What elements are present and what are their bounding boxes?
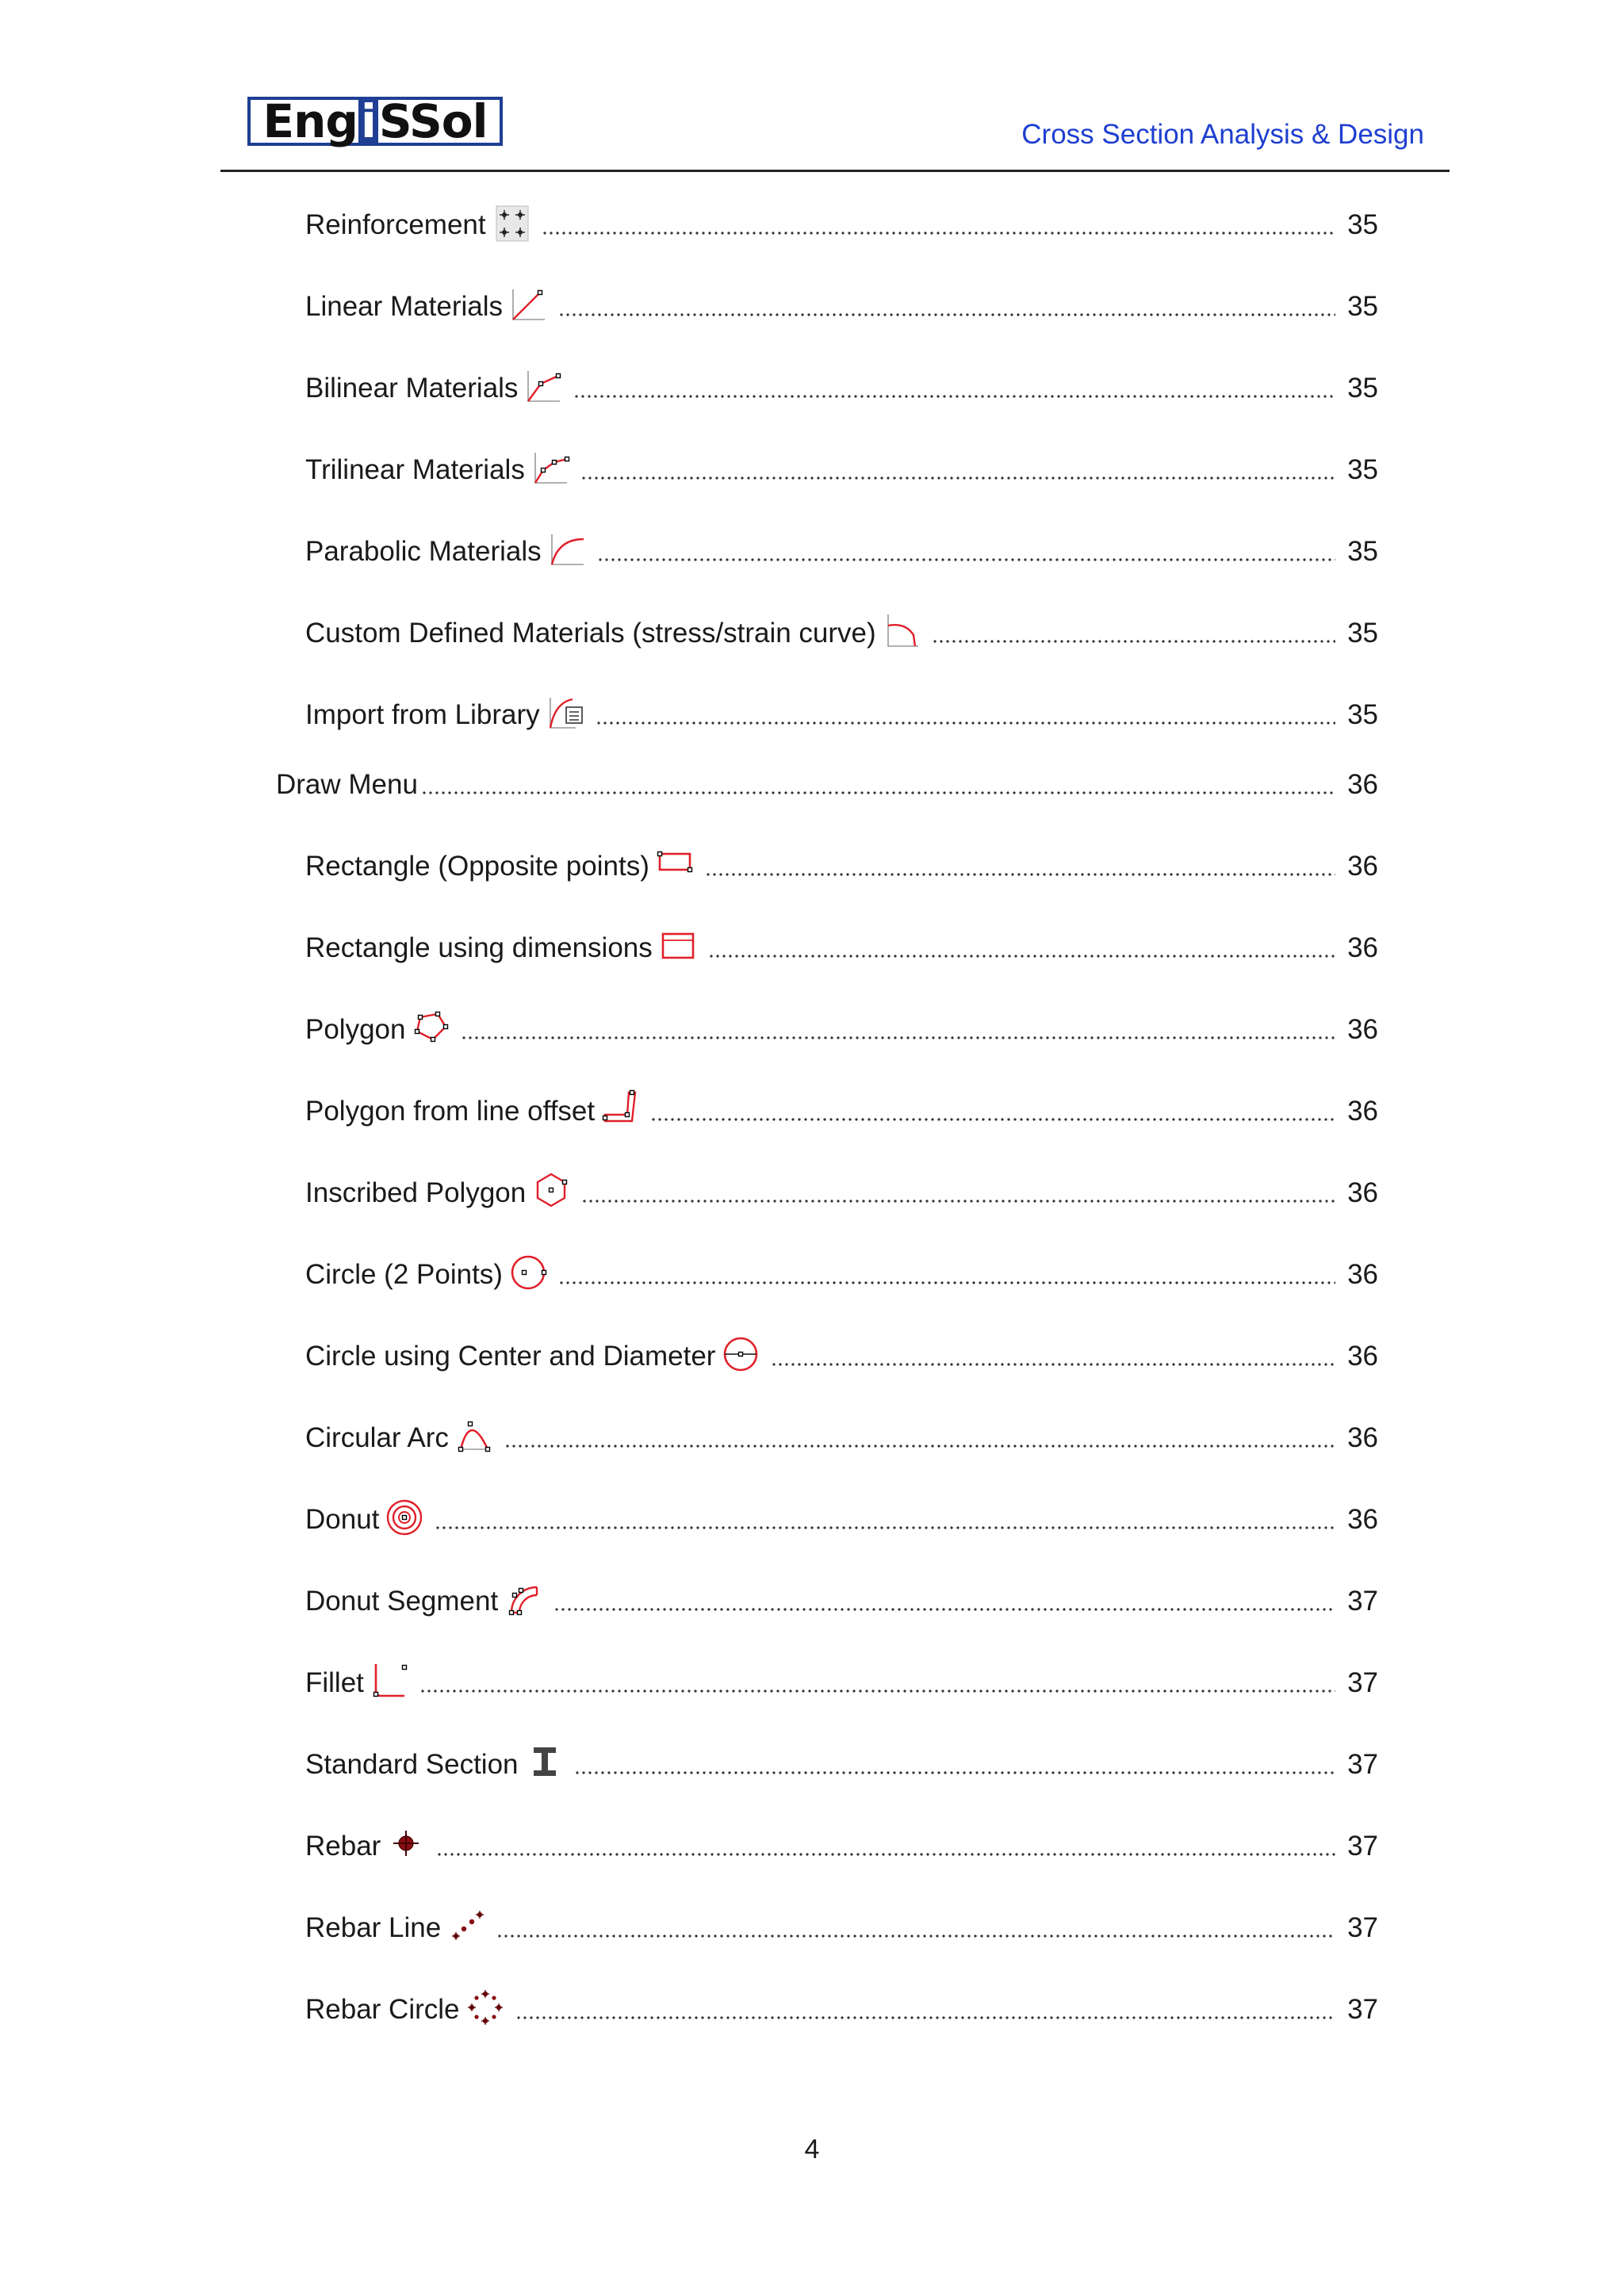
custom-material-icon bbox=[881, 611, 924, 651]
toc-entry-label: Circle using Center and Diameter bbox=[305, 1341, 716, 1372]
toc-entry-label: Donut bbox=[305, 1504, 380, 1535]
toc-entry-label: Standard Section bbox=[305, 1749, 519, 1780]
fillet-icon bbox=[369, 1661, 412, 1701]
toc-page-number: 36 bbox=[1347, 1014, 1378, 1045]
header-divider bbox=[220, 170, 1450, 172]
toc-subsection-entry[interactable] bbox=[305, 1008, 1378, 1047]
logo-text-part1: Eng bbox=[262, 94, 358, 148]
toc-dot-leader bbox=[436, 1853, 1335, 1856]
toc-entry-label: Rectangle using dimensions bbox=[305, 932, 653, 963]
rectangle-points-icon bbox=[654, 844, 697, 884]
toc-page-number: 36 bbox=[1347, 1259, 1378, 1290]
rebar-icon bbox=[385, 1824, 428, 1864]
polygon-icon bbox=[410, 1008, 453, 1047]
toc-subsection-entry[interactable] bbox=[305, 1334, 1378, 1374]
rectangle-dimensions-icon bbox=[657, 926, 700, 966]
toc-subsection-entry[interactable] bbox=[305, 1416, 1378, 1456]
toc-page-number: 37 bbox=[1347, 1586, 1378, 1617]
engissol-logo bbox=[247, 94, 503, 148]
toc-dot-leader bbox=[558, 313, 1335, 316]
toc-page-number: 35 bbox=[1347, 536, 1378, 567]
toc-entry-label: Import from Library bbox=[305, 699, 540, 730]
toc-dot-leader bbox=[558, 1281, 1335, 1284]
donut-segment-icon bbox=[503, 1579, 546, 1619]
toc-entry-label: Polygon bbox=[305, 1014, 406, 1045]
toc-entry-label: Rebar Line bbox=[305, 1912, 442, 1943]
toc-subsection-entry[interactable] bbox=[305, 1661, 1378, 1701]
toc-page-number: 36 bbox=[1347, 1177, 1378, 1208]
toc-dot-leader bbox=[708, 955, 1335, 958]
toc-subsection-entry[interactable] bbox=[305, 1498, 1378, 1537]
bilinear-material-icon bbox=[523, 366, 565, 406]
toc-page-number: 37 bbox=[1347, 1749, 1378, 1780]
toc-page-number: 37 bbox=[1347, 1912, 1378, 1943]
toc-entry-label: Rectangle (Opposite points) bbox=[305, 851, 649, 882]
toc-page-number: 35 bbox=[1347, 618, 1378, 649]
toc-dot-leader bbox=[461, 1036, 1335, 1039]
polygon-offset-icon bbox=[599, 1089, 642, 1129]
standard-section-icon bbox=[523, 1743, 566, 1782]
toc-page-number: 37 bbox=[1347, 1667, 1378, 1698]
toc-dot-leader bbox=[496, 1934, 1335, 1938]
toc-entry-label: Circular Arc bbox=[305, 1422, 449, 1453]
toc-dot-leader bbox=[581, 1200, 1335, 1203]
toc-subsection-entry[interactable] bbox=[305, 1089, 1378, 1129]
linear-material-icon bbox=[508, 285, 550, 324]
toc-dot-leader bbox=[574, 1771, 1335, 1774]
toc-entry-label: Draw Menu bbox=[276, 769, 418, 800]
donut-icon bbox=[384, 1498, 427, 1537]
toc-page-number: 36 bbox=[1347, 932, 1378, 963]
toc-dot-leader bbox=[580, 476, 1335, 480]
trilinear-material-icon bbox=[530, 448, 573, 488]
toc-dot-leader bbox=[573, 395, 1335, 398]
toc-dot-leader bbox=[515, 2016, 1336, 2019]
toc-dot-leader bbox=[419, 1689, 1335, 1693]
toc-page-number: 35 bbox=[1347, 291, 1378, 322]
toc-subsection-entry[interactable] bbox=[305, 530, 1378, 569]
toc-subsection-entry[interactable] bbox=[305, 693, 1378, 733]
toc-subsection-entry[interactable] bbox=[305, 285, 1378, 324]
toc-page-number: 35 bbox=[1347, 373, 1378, 404]
circular-arc-icon bbox=[454, 1416, 496, 1456]
parabolic-material-icon bbox=[546, 530, 589, 569]
import-library-icon bbox=[545, 693, 588, 733]
toc-page-number: 36 bbox=[1347, 1422, 1378, 1453]
circle-center-diameter-icon bbox=[720, 1334, 763, 1374]
toc-subsection-entry[interactable] bbox=[305, 1253, 1378, 1292]
toc-entry-label: Trilinear Materials bbox=[305, 454, 525, 485]
toc-dot-leader bbox=[542, 232, 1335, 235]
toc-entry-label: Fillet bbox=[305, 1667, 364, 1698]
toc-entry-label: Rebar bbox=[305, 1831, 381, 1862]
toc-page-number: 36 bbox=[1347, 1504, 1378, 1535]
toc-subsection-entry[interactable] bbox=[305, 1988, 1378, 2027]
toc-subsection-entry[interactable] bbox=[305, 1824, 1378, 1864]
toc-dot-leader bbox=[435, 1526, 1335, 1529]
toc-subsection-entry[interactable] bbox=[305, 203, 1378, 243]
toc-dot-leader bbox=[597, 558, 1335, 561]
toc-entry-label: Polygon from line offset bbox=[305, 1096, 596, 1127]
toc-page-number: 35 bbox=[1347, 209, 1378, 240]
toc-subsection-entry[interactable] bbox=[305, 1743, 1378, 1782]
toc-page-number: 36 bbox=[1347, 851, 1378, 882]
toc-entry-label: Parabolic Materials bbox=[305, 536, 542, 567]
header-title: Cross Section Analysis & Design bbox=[1021, 119, 1424, 150]
toc-entry-label: Donut Segment bbox=[305, 1586, 499, 1617]
rebar-circle-icon bbox=[465, 1988, 508, 2027]
toc-dot-leader bbox=[932, 640, 1335, 643]
circle-two-points-icon bbox=[508, 1253, 550, 1292]
toc-subsection-entry[interactable] bbox=[305, 844, 1378, 884]
toc-subsection-entry[interactable] bbox=[305, 926, 1378, 966]
toc-subsection-entry[interactable] bbox=[305, 1906, 1378, 1946]
toc-entry-label: Circle (2 Points) bbox=[305, 1259, 503, 1290]
inscribed-polygon-icon bbox=[530, 1171, 573, 1211]
toc-entry-label: Custom Defined Materials (stress/strain curve) bbox=[305, 618, 876, 649]
toc-subsection-entry[interactable] bbox=[305, 448, 1378, 488]
toc-entry-label: Linear Materials bbox=[305, 291, 503, 322]
toc-entry-label: Reinforcement bbox=[305, 209, 486, 240]
toc-subsection-entry[interactable] bbox=[305, 366, 1378, 406]
toc-dot-leader bbox=[771, 1363, 1335, 1366]
toc-page-number: 36 bbox=[1347, 1341, 1378, 1372]
toc-entry-label: Rebar Circle bbox=[305, 1994, 460, 2025]
toc-page-number: 35 bbox=[1347, 454, 1378, 485]
toc-subsection-entry[interactable] bbox=[305, 1579, 1378, 1619]
toc-page-number: 36 bbox=[1347, 1096, 1378, 1127]
page-number: 4 bbox=[804, 2134, 820, 2164]
toc-dot-leader bbox=[504, 1445, 1335, 1448]
toc-page-number: 37 bbox=[1347, 1831, 1378, 1862]
toc-dot-leader bbox=[553, 1608, 1335, 1611]
toc-page-number: 36 bbox=[1347, 769, 1378, 800]
logo-text-part3: SSol bbox=[378, 94, 488, 148]
toc-page-number: 35 bbox=[1347, 699, 1378, 730]
toc-dot-leader bbox=[650, 1118, 1335, 1121]
toc-subsection-entry[interactable] bbox=[305, 611, 1378, 651]
toc-dot-leader bbox=[596, 721, 1335, 725]
toc-entry-label: Bilinear Materials bbox=[305, 373, 519, 404]
logo-text-part2: i bbox=[358, 98, 378, 144]
reinforcement-icon bbox=[491, 203, 534, 243]
toc-dot-leader bbox=[705, 873, 1335, 876]
toc-subsection-entry[interactable] bbox=[305, 1171, 1378, 1211]
toc-dot-leader bbox=[421, 791, 1335, 794]
toc-page-number: 37 bbox=[1347, 1994, 1378, 2025]
toc-entry-label: Inscribed Polygon bbox=[305, 1177, 527, 1208]
rebar-line-icon bbox=[446, 1906, 488, 1946]
toc-section-entry[interactable] bbox=[276, 763, 1378, 802]
